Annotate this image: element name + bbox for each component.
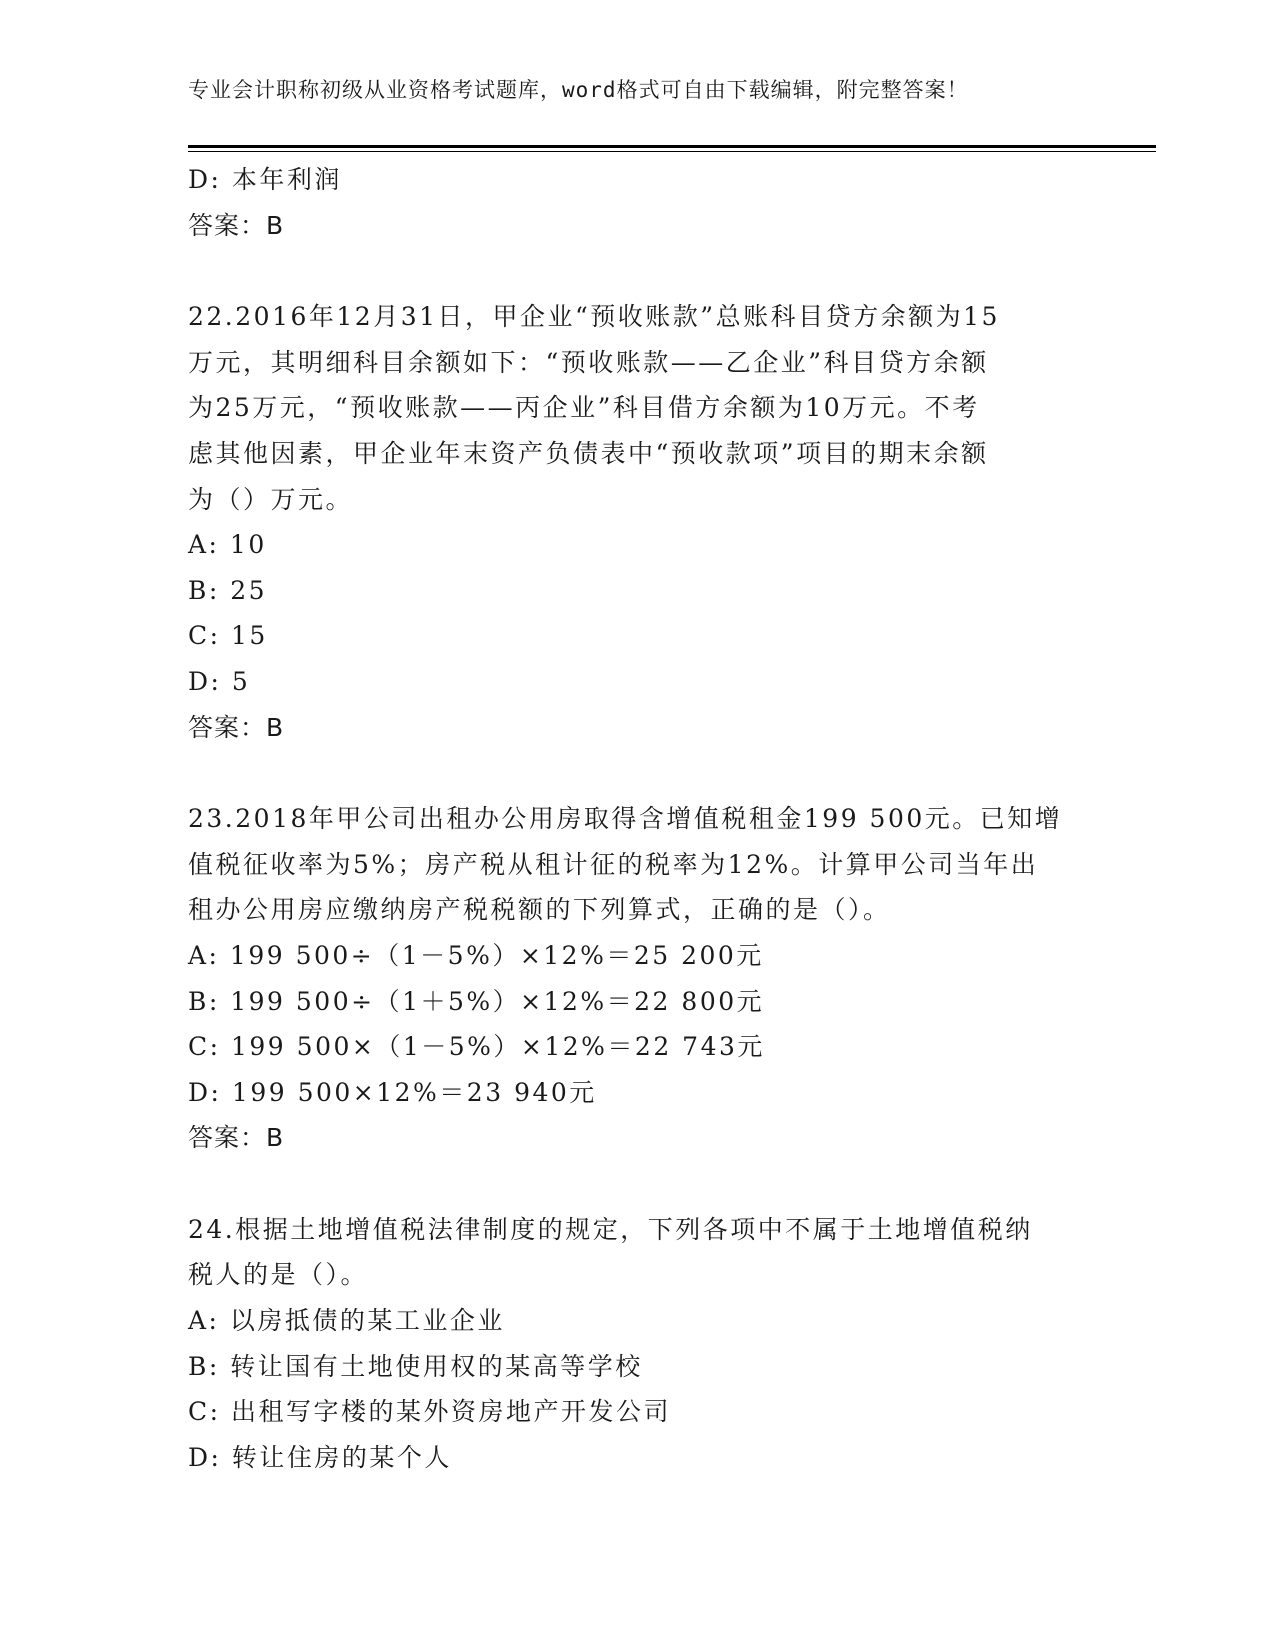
question-text-line: 为（）万元。	[188, 484, 354, 514]
question-23	[188, 796, 1088, 1161]
question-content	[188, 157, 1088, 1480]
question-22	[188, 294, 1088, 750]
option-b: B: 25	[188, 575, 268, 605]
answer-line: 答案：B	[188, 712, 285, 742]
header-rule-thin	[188, 151, 1156, 152]
option-a: A: 以房抵债的某工业企业	[188, 1306, 505, 1336]
option-a: A: 10	[188, 530, 267, 560]
question-text-line: 万元，其明细科目余额如下：“预收账款——乙企业”科目贷方余额	[188, 347, 989, 377]
question-text-line: 虑其他因素，甲企业年末资产负债表中“预收款项”项目的期末余额	[188, 438, 989, 468]
option-d: D: 199 500×12%＝23 940元	[188, 1077, 597, 1107]
option-c: C: 15	[188, 621, 268, 651]
question-text-line: 税人的是（）。	[188, 1260, 369, 1290]
option-b: B: 转让国有土地使用权的某高等学校	[188, 1351, 643, 1381]
option-a: A: 199 500÷（1－5%）×12%＝25 200元	[188, 940, 764, 970]
option-b: B: 199 500÷（1＋5%）×12%＝22 800元	[188, 986, 765, 1016]
question-24	[188, 1207, 1088, 1481]
question-text-line: 23.2018年甲公司出租办公用房取得含增值税租金199 500元。已知增	[188, 804, 1063, 834]
option-d: D: 转让住房的某个人	[188, 1442, 452, 1472]
question-text-line: 为25万元，“预收账款——丙企业”科目借方余额为10万元。不考	[188, 393, 980, 423]
header-rule-thick	[188, 145, 1156, 148]
answer-line: 答案：B	[188, 210, 285, 240]
option-d: D: 5	[188, 666, 251, 696]
question-text-line: 租办公用房应缴纳房产税税额的下列算式，正确的是（）。	[188, 895, 891, 925]
option-d: D: 本年利润	[188, 165, 342, 194]
page-header: 专业会计职称初级从业资格考试题库，word格式可自由下载编辑，附完整答案！	[188, 78, 969, 102]
option-c: C: 出租写字楼的某外资房地产开发公司	[188, 1397, 671, 1427]
question-text-line: 24.根据土地增值税法律制度的规定，下列各项中不属于土地增值税纳	[188, 1214, 1033, 1244]
answer-line: 答案：B	[188, 1123, 285, 1153]
option-c: C: 199 500×（1－5%）×12%＝22 743元	[188, 1032, 765, 1062]
question-text-line: 22.2016年12月31日，甲企业“预收账款”总账科目贷方余额为15	[188, 302, 1000, 332]
question-text-line: 值税征收率为5%；房产税从租计征的税率为12%。计算甲公司当年出	[188, 849, 1039, 879]
